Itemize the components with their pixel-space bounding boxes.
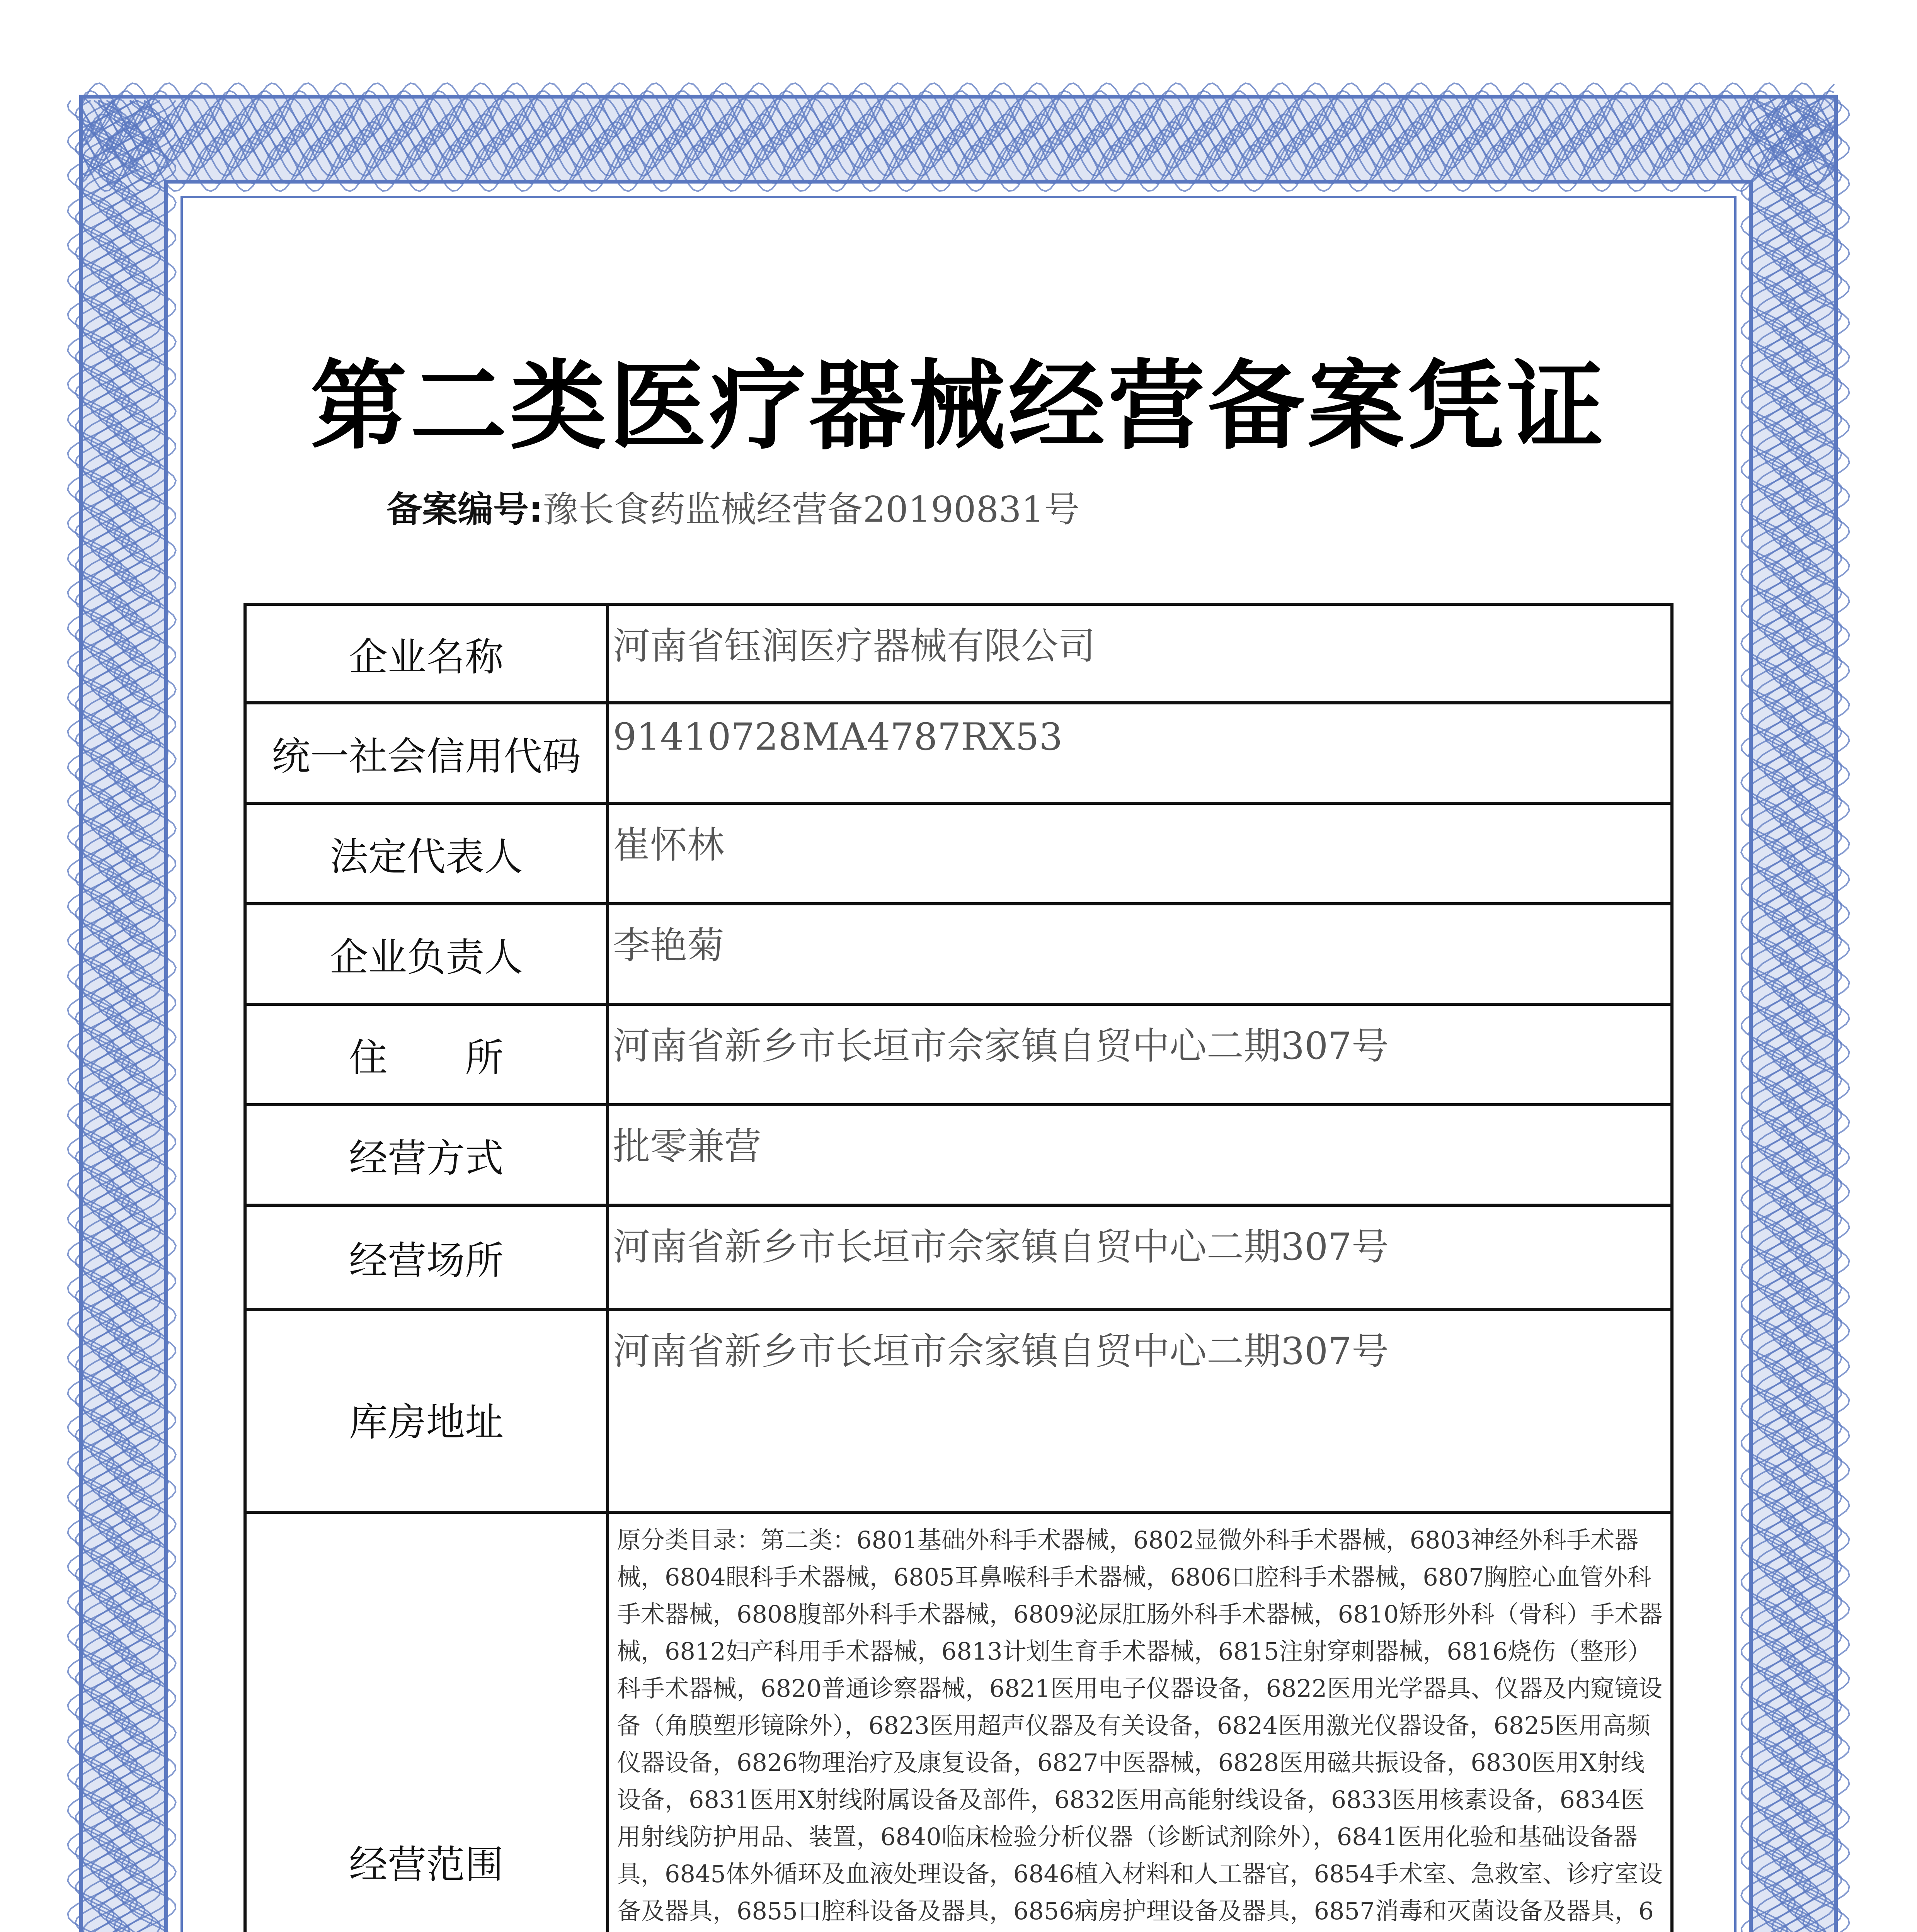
- registration-number: [386, 481, 1079, 532]
- row-value-legal-representative: 崔怀林: [608, 803, 1672, 904]
- row-value-business-mode: 批零兼营: [608, 1105, 1672, 1205]
- row-label-person-in-charge: 企业负责人: [245, 904, 608, 1004]
- row-label-residence: 住 所: [245, 1004, 608, 1105]
- row-value-person-in-charge: 李艳菊: [608, 904, 1672, 1004]
- table-row: [245, 904, 1672, 1004]
- table-row: [245, 803, 1672, 904]
- row-label-company-name: 企业名称: [245, 604, 608, 703]
- row-label-business-mode: 经营方式: [245, 1105, 608, 1205]
- table-row: [245, 1512, 1672, 1932]
- row-value-company-name: 河南省钰润医疗器械有限公司: [608, 604, 1672, 703]
- business-scope-text: 原分类目录：第二类：6801基础外科手术器械，6802显微外科手术器械，6803神经外科手术器械，6804眼科手术器械，6805耳鼻喉科手术器械，6806口腔科手术器械，6807胸腔心血管外科手术器械，6808腹部外科手术器械，6809泌尿肛肠外科手术器械，6810矫形外科（骨科）手术器械，6812妇产科用手术器械，6813计划生育手术器械，6815注射穿刺器械，6816烧伤（整形）科手术器械，6820普通诊察器械，6821医用电子仪器设备，6822医用光学器具、仪器及内窥镜设备（角膜塑形镜除外），6823医用超声仪器及有关设备，6824医用激光仪器设备，6825医用高频仪器设备，6826物理治疗及康复设备，6827中医器械，6828医用磁共振设备，6830医用X射线设备，6831医用X射线附属设备及部件，6832医用高能射线设备，6833医用核素设备，6834医用射线防护用品、装置，6840临床检验分析仪器（诊断试剂除外），6841医用化验和基础设备器具，6845体外循环及血液处理设备，6846植入材料和人工器官，6854手术室、急救室、诊疗室设备及器具，6855口腔科设备及器具，6856病房护理设备及器具，6857消毒和灭菌设备及器具，6: [617, 1526, 1663, 1925]
- row-value-business-scope: [608, 1512, 1672, 1932]
- row-label-business-premises: 经营场所: [245, 1205, 608, 1310]
- table-row: [245, 1310, 1672, 1512]
- row-label-business-scope: 经营范围: [245, 1512, 608, 1932]
- row-value-credit-code: 91410728MA4787RX53: [608, 703, 1672, 803]
- document-title: 第二类医疗器械经营备案凭证: [310, 350, 1607, 463]
- row-label-warehouse-address: 库房地址: [245, 1310, 608, 1512]
- info-table: [243, 603, 1674, 1932]
- table-row: [245, 703, 1672, 803]
- table-row: [245, 1105, 1672, 1205]
- table-row: [245, 604, 1672, 703]
- row-label-legal-representative: 法定代表人: [245, 803, 608, 904]
- row-value-warehouse-address: 河南省新乡市长垣市佘家镇自贸中心二期307号: [608, 1310, 1672, 1512]
- table-row: [245, 1205, 1672, 1310]
- registration-number-value: 豫长食药监械经营备20190831号: [543, 489, 1080, 530]
- row-value-residence: 河南省新乡市长垣市佘家镇自贸中心二期307号: [608, 1004, 1672, 1105]
- row-value-business-premises: 河南省新乡市长垣市佘家镇自贸中心二期307号: [608, 1205, 1672, 1310]
- row-label-credit-code: 统一社会信用代码: [245, 703, 608, 803]
- table-row: [245, 1004, 1672, 1105]
- registration-number-label: 备案编号:: [386, 489, 543, 530]
